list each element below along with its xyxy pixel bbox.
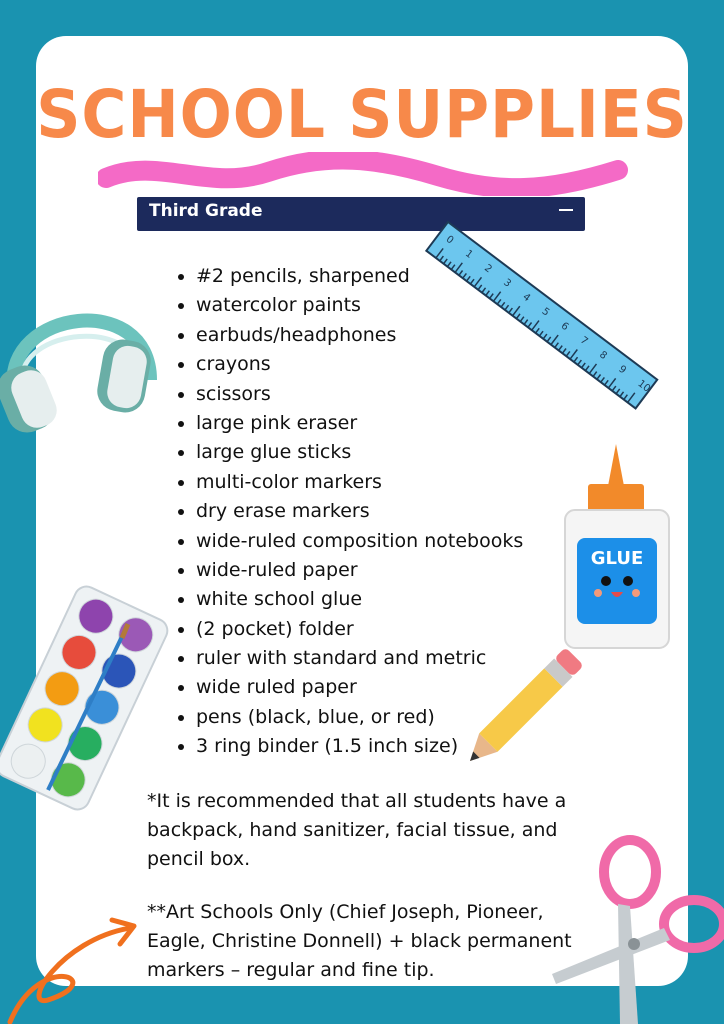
ruler-icon bbox=[430, 218, 670, 418]
ruler-number: 6 bbox=[558, 320, 571, 334]
list-item: • earbuds/headphones bbox=[196, 321, 523, 350]
glue-bottle-icon bbox=[560, 440, 672, 652]
ruler-number: 7 bbox=[577, 334, 590, 348]
ruler-number: 0 bbox=[443, 233, 456, 247]
list-item: • wide ruled paper bbox=[196, 673, 523, 702]
grade-label: Third Grade bbox=[149, 201, 263, 221]
ruler-number: 2 bbox=[482, 262, 494, 276]
list-item: • white school glue bbox=[196, 585, 523, 614]
arrow-icon bbox=[0, 910, 160, 1024]
list-item: • watercolor paints bbox=[196, 291, 523, 320]
watercolor-palette-icon bbox=[0, 590, 180, 820]
list-item: • ruler with standard and metric bbox=[196, 644, 523, 673]
minus-icon[interactable] bbox=[559, 209, 573, 211]
page-title: SCHOOL SUPPLIES bbox=[36, 76, 688, 153]
ruler-number: 8 bbox=[597, 349, 609, 362]
ruler-number: 5 bbox=[539, 306, 552, 319]
ruler-number: 3 bbox=[501, 277, 513, 290]
ruler-number: 10 bbox=[635, 378, 653, 395]
wave-underline bbox=[98, 152, 628, 196]
list-item: • large pink eraser bbox=[196, 409, 523, 438]
list-item: • #2 pencils, sharpened bbox=[196, 262, 523, 291]
glue-label: GLUE bbox=[590, 548, 644, 569]
list-item: • large glue sticks bbox=[196, 438, 523, 467]
recommendation-note: *It is recommended that all students have a backpack, hand sanitizer, facial tissue, and pencil box. bbox=[147, 790, 567, 870]
list-item: • wide-ruled paper bbox=[196, 556, 523, 585]
list-item: • (2 pocket) folder bbox=[196, 615, 523, 644]
list-item: • crayons bbox=[196, 350, 523, 379]
ruler-number: 9 bbox=[616, 363, 628, 377]
scissors-icon bbox=[548, 832, 724, 1024]
ruler-number: 1 bbox=[462, 248, 475, 261]
pencil-icon bbox=[460, 645, 585, 770]
art-schools-note: **Art Schools Only (Chief Joseph, Pioneer, Eagle, Christine Donnell) + black permanent markers – regular and fine tip. bbox=[147, 901, 572, 981]
list-item: • wide-ruled composition notebooks bbox=[196, 527, 523, 556]
list-item: • multi-color markers bbox=[196, 468, 523, 497]
list-item: • 3 ring binder (1.5 inch size) bbox=[196, 732, 523, 761]
headphones-icon bbox=[0, 270, 165, 440]
list-item: • pens (black, blue, or red) bbox=[196, 703, 523, 732]
ruler-number: 4 bbox=[520, 291, 533, 305]
list-item: • dry erase markers bbox=[196, 497, 523, 526]
list-item: • scissors bbox=[196, 380, 523, 409]
